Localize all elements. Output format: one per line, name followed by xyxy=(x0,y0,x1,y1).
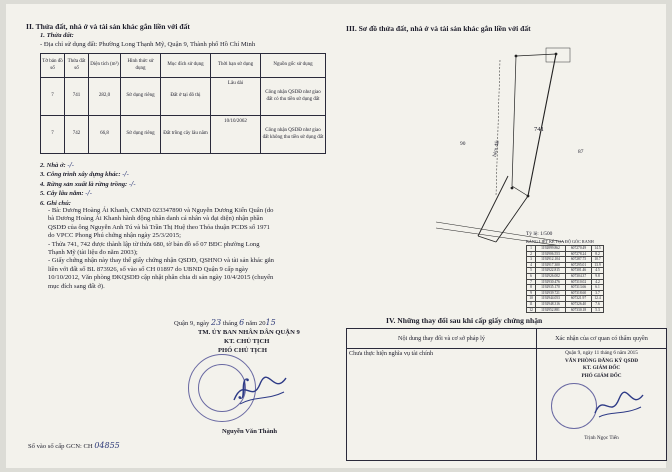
asset-label: 2. Nhà ở: xyxy=(40,162,66,169)
signer-name: Nguyễn Văn Thành xyxy=(222,428,278,435)
change-entry-text: Chưa thực hiện nghĩa vụ tài chính xyxy=(349,350,434,357)
note-line: bà Dương Hoàng Ái Khanh hành động nhân danh cá nhân và đại diện) nhận phần xyxy=(48,215,263,223)
asset-value: -/- xyxy=(122,170,129,179)
confirm-date: Quận 9, ngày 11 tháng 6 năm 2015 xyxy=(565,350,638,356)
col-header: Nguồn gốc sử dụng xyxy=(261,54,326,78)
coord-cell: 1192944.053 xyxy=(536,296,566,302)
coord-cell: 1192939.721 xyxy=(536,290,566,296)
coord-cell: 1192912.104 xyxy=(536,257,566,263)
coord-cell: 1192906.553 xyxy=(536,251,566,257)
coord-cell: 1192952.881 xyxy=(536,307,566,313)
date-year-label: năm 20 xyxy=(245,320,266,327)
cell-area: 66,8 xyxy=(89,116,121,154)
cell-parcel: 741 xyxy=(65,78,89,116)
cell-parcel: 742 xyxy=(65,116,89,154)
note-line: - Thửa 741, 742 được thành lập từ thửa 680, tờ bản đồ số 07 BĐC phường Long xyxy=(48,240,260,248)
date-month: 6 xyxy=(239,318,245,327)
coord-cell: 8.2 xyxy=(592,251,604,257)
office-line3: PHÓ GIÁM ĐỐC xyxy=(581,372,622,379)
change-confirmation xyxy=(537,349,667,461)
coord-cell: 1192917.300 xyxy=(536,262,566,268)
asset-row xyxy=(40,189,136,198)
coord-title: BẢNG LIỆT KÊ TỌA ĐỘ GÓC RANH xyxy=(526,239,594,244)
section2-title: II. Thửa đất, nhà ở và tài sản khác gắn liền với đất xyxy=(26,22,190,31)
coord-cell: 14.5 xyxy=(592,246,604,252)
changes-col1-header: Nội dung thay đổi và cơ sở pháp lý xyxy=(347,329,537,349)
notes xyxy=(48,207,274,291)
asset-value: -/- xyxy=(128,179,136,188)
date-year: 15 xyxy=(265,318,276,327)
asset-value: -/- xyxy=(67,161,75,169)
coord-cell: 607270.49 xyxy=(566,246,592,252)
coord-cell: 607287.75 xyxy=(566,257,592,263)
changes-col2-header: Xác nhận của cơ quan có thẩm quyền xyxy=(537,329,667,349)
coord-cell: 1192930.476 xyxy=(536,279,566,285)
col-header: Diện tích (m²) xyxy=(89,54,121,78)
change-entry xyxy=(347,349,537,461)
map-right-label: 87 xyxy=(578,149,584,155)
col-header: Mục đích sử dụng xyxy=(161,54,211,78)
coord-cell: 1192922.815 xyxy=(536,268,566,274)
coord-cell: 4.5 xyxy=(592,268,604,274)
cell-origin: Công nhận QSDĐ như giao đất có thu tiền sử dụng đất xyxy=(261,78,326,116)
land-address: - Địa chỉ sử dụng đất: Phường Long Thạnh Mỹ, Quận 9, Thành phố Hồ Chí Minh xyxy=(40,41,256,48)
coord-cell: 7.6 xyxy=(592,301,604,307)
date-month-label: tháng xyxy=(222,320,238,327)
land-table-wrap xyxy=(40,53,326,154)
coord-cell: 607310.02 xyxy=(566,279,592,285)
coord-cell: 7 xyxy=(527,279,536,285)
coord-cell: 11 xyxy=(527,301,536,307)
asset-label: 3. Công trình xây dựng khác: xyxy=(40,171,121,179)
map-left-label: 90 xyxy=(460,141,466,147)
signature xyxy=(230,370,290,410)
coord-cell: 12.4 xyxy=(592,296,604,302)
note-line: Thạnh Mỹ (tài liệu đo năm 2003); xyxy=(48,249,138,257)
coord-cell: 8 xyxy=(527,285,536,291)
asset-label: 6. Ghi chú: xyxy=(40,199,71,207)
coord-cell: 607295.01 xyxy=(566,262,592,268)
asset-label: 5. Cây lâu năm: xyxy=(40,190,84,198)
cell-map: 7 xyxy=(41,116,65,154)
land-label: 1. Thửa đất: xyxy=(40,32,74,39)
col-header: Tờ bản đồ số xyxy=(41,54,65,78)
certificate-sheet xyxy=(6,4,666,468)
asset-row xyxy=(40,180,136,189)
table-row xyxy=(41,78,326,116)
coord-cell: 10 xyxy=(527,296,536,302)
register-label: Số vào sổ cấp GCN: CH xyxy=(28,443,93,450)
register-value: 04855 xyxy=(94,441,120,450)
coord-cell: 9.8 xyxy=(592,273,604,279)
office-line1: VĂN PHÒNG ĐĂNG KÝ QSDĐ xyxy=(565,357,638,364)
signer-role: PHÓ CHỦ TỊCH xyxy=(218,347,267,354)
cell-purpose: Đất ở tại đô thị xyxy=(161,78,211,116)
section4-title: IV. Những thay đổi sau khi cấp giấy chứng nhận xyxy=(386,316,543,325)
coord-cell: 10.7 xyxy=(592,257,604,263)
coord-row xyxy=(527,307,604,313)
note-line: do VPCC Phong Phú chứng nhận ngày 25/3/2015; xyxy=(48,232,181,240)
coord-cell: 3 xyxy=(527,257,536,263)
cell-form: Sử dụng riêng xyxy=(121,78,161,116)
section-changes xyxy=(346,314,667,461)
office-line2: KT. GIÁM ĐỐC xyxy=(582,365,621,372)
coord-cell: 607321.97 xyxy=(566,296,592,302)
coord-table-wrap xyxy=(526,245,604,313)
coord-cell: 607278.24 xyxy=(566,251,592,257)
col-header: Thửa đất số xyxy=(65,54,89,78)
coord-cell: 607326.40 xyxy=(566,301,592,307)
cell-form: Sử dụng riêng xyxy=(121,116,161,154)
changes-header xyxy=(347,329,667,349)
col-header: Thời hạn sử dụng xyxy=(211,54,261,78)
coord-cell: 1192948.316 xyxy=(536,301,566,307)
signer-org: TM. ỦY BAN NHÂN DÂN QUẬN 9 xyxy=(198,329,300,336)
parcel-map xyxy=(396,46,656,246)
coord-cell: 1192899.862 xyxy=(536,246,566,252)
coord-cell: 13.9 xyxy=(592,262,604,268)
coord-cell: 3.7 xyxy=(592,290,604,296)
note-line: - Bà: Dương Hoàng Ái Khanh, CMND 023347890 và Nguyễn Dương Kiến Quân (do xyxy=(48,207,274,214)
coord-cell: 6 xyxy=(527,273,536,279)
cell-area: 282,0 xyxy=(89,78,121,116)
cell-origin: Công nhận QSDĐ như giao đất không thu tiền sử dụng đất xyxy=(261,116,326,154)
date-prefix: Quận 9, ngày xyxy=(174,320,210,327)
cell-map: 7 xyxy=(41,78,65,116)
asset-row xyxy=(40,161,136,170)
date-day: 23 xyxy=(211,318,222,327)
map-parcel-label: 741 xyxy=(534,126,544,133)
coord-cell: 1 xyxy=(527,246,536,252)
table-row xyxy=(41,116,326,154)
note-line: QSDĐ của ông Nguyễn Anh Tú và bà Trần Thị Huệ theo Thỏa thuận PCDS số 1971 xyxy=(48,223,270,231)
land-table-header xyxy=(41,54,326,78)
signer-kt: KT. CHỦ TỊCH xyxy=(224,338,270,345)
note-line: - Giấy chứng nhận này thay thế giấy chứng nhận QSDĐ, QSHNO và tài sản khác gắn xyxy=(48,257,274,265)
changes-table xyxy=(346,328,667,461)
asset-row xyxy=(40,170,136,179)
cell-purpose: Đất trồng cây lâu năm xyxy=(161,116,211,154)
coord-cell: 4.2 xyxy=(592,279,604,285)
coord-cell: 5.3 xyxy=(592,307,604,313)
office-signature xyxy=(591,389,651,423)
coord-cell: 5 xyxy=(527,268,536,274)
land-table xyxy=(40,53,326,154)
coord-cell: 1192935.170 xyxy=(536,285,566,291)
col-header: Hình thức sử dụng xyxy=(121,54,161,78)
other-assets xyxy=(40,161,136,208)
coord-cell: 607304.37 xyxy=(566,273,592,279)
coord-cell: 607313.66 xyxy=(566,285,592,291)
issue-date xyxy=(174,319,276,328)
cell-term: Lâu dài xyxy=(211,78,261,116)
table-row xyxy=(347,349,667,461)
register-number xyxy=(28,442,120,451)
coord-cell: 607318.60 xyxy=(566,290,592,296)
coord-cell: 607301.46 xyxy=(566,268,592,274)
coord-cell: 607330.18 xyxy=(566,307,592,313)
map-scale: Tỷ lệ: 1/500 xyxy=(526,231,553,237)
coord-cell: 9 xyxy=(527,290,536,296)
note-line: 10/10/2012, Văn phòng ĐKQSDĐ cập nhật phân chia di sản ngày 10/4/2015 (chuyển xyxy=(48,274,274,282)
map-road-label: hẻm đất xyxy=(491,139,501,158)
note-line: liền với đất số BL 873926, số vào sổ CH 01897 do UBND Quận 9 cấp ngày xyxy=(48,265,249,273)
coord-cell: 2 xyxy=(527,251,536,257)
coord-cell: 12 xyxy=(527,307,536,313)
coord-table xyxy=(526,245,604,313)
asset-value: -/- xyxy=(85,189,92,198)
section3-title: III. Sơ đồ thửa đất, nhà ở và tài sản khác gắn liền với đất xyxy=(346,24,531,33)
coord-cell: 4 xyxy=(527,262,536,268)
note-line: mục đích sang đất ở). xyxy=(48,282,105,290)
asset-label: 4. Rừng sản xuất là rừng trồng: xyxy=(40,180,128,188)
office-name: Trịnh Ngọc Tiến xyxy=(584,435,619,441)
coord-cell: 6.1 xyxy=(592,285,604,291)
cell-term: 10/10/2062 xyxy=(211,116,261,154)
signature-mark: ∫ xyxy=(238,376,250,401)
coord-cell: 1192926.002 xyxy=(536,273,566,279)
